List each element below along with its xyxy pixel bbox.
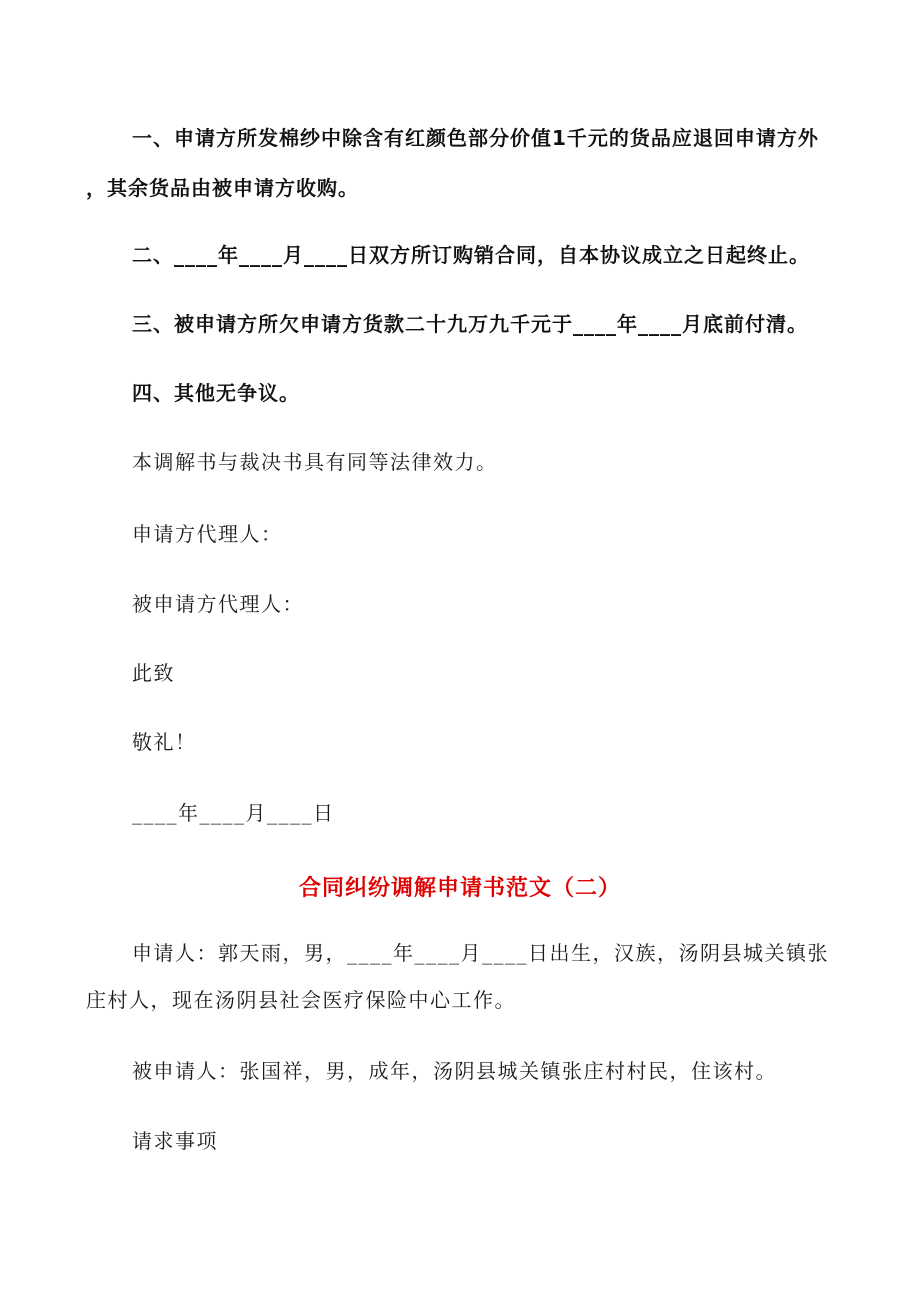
applicant-info-line-2: 庄村人，现在汤阴县社会医疗保险中心工作。 [86, 988, 516, 1012]
salutation-line-2: 敬礼！ [132, 730, 197, 754]
salutation-line-1: 此致 [132, 661, 175, 685]
item-3: 三、被申请方所欠申请方货款二十九万九千元于____年____月底前付清。 [132, 312, 808, 336]
section-title: 合同纠纷调解申请书范文（二） [298, 876, 621, 901]
applicant-agent-label: 申请方代理人： [132, 522, 283, 546]
respondent-agent-label: 被申请方代理人： [132, 592, 304, 616]
respondent-info: 被申请人：张国祥，男，成年，汤阴县城关镇张庄村村民，住该村。 [132, 1059, 777, 1083]
item-4: 四、其他无争议。 [132, 381, 300, 405]
request-heading: 请求事项 [132, 1129, 218, 1153]
item-2: 二、____年____月____日双方所订购销合同，自本协议成立之日起终止。 [132, 243, 810, 267]
applicant-info-line-1: 申请人：郭天雨，男，____年____月____日出生，汉族，汤阴县城关镇张 [132, 941, 829, 965]
date-line: ____年____月____日 [132, 801, 335, 825]
item-1-line-1: 一、申请方所发棉纱中除含有红颜色部分价值1千元的货品应退回申请方外 [132, 126, 819, 150]
effect-statement: 本调解书与裁决书具有同等法律效力。 [132, 450, 498, 474]
item-1-line-2: ，其余货品由被申请方收购。 [86, 176, 359, 200]
